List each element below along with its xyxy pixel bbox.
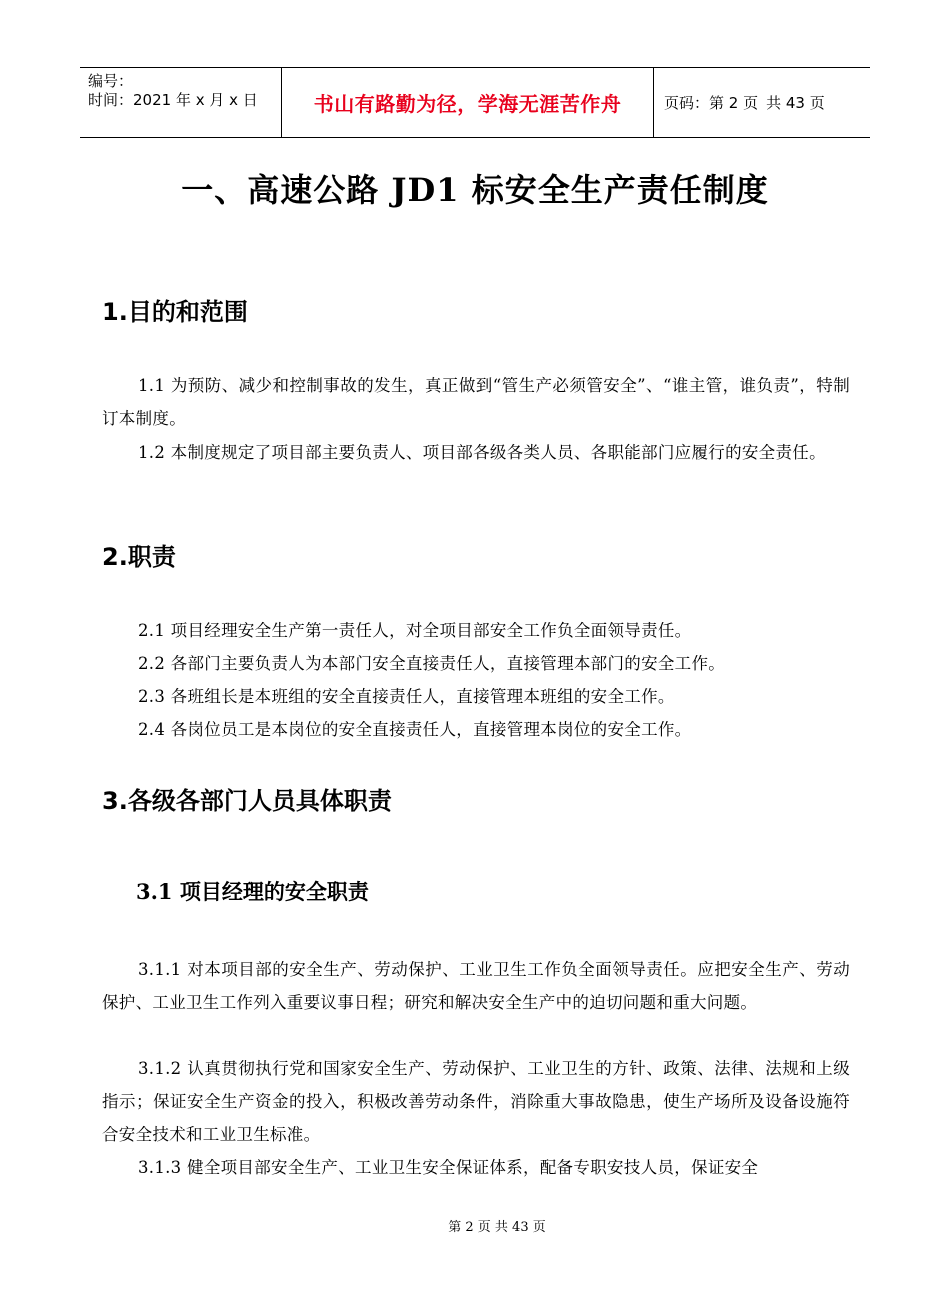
document-date-label: 时间：2021 年 x 月 x 日 [88,91,258,109]
header-motto: 书山有路勤为径，学海无涯苦作舟 [282,68,654,137]
document-title: 一、高速公路 JD1 标安全生产责任制度 [181,171,769,209]
paragraph-1-2: 1.2 本制度规定了项目部主要负责人、项目部各级各类人员、各职能部门应履行的安全责任。 [138,443,826,462]
page-footer: 第 2 页 共 43 页 [448,1220,546,1235]
paragraph-2-4: 2.4 各岗位员工是本岗位的安全直接责任人，直接管理本岗位的安全工作。 [138,720,692,739]
paragraph-3-1-2: 3.1.2 认真贯彻执行党和国家安全生产、劳动保护、工业卫生的方针、政策、法律、法规和上级指示；保证安全生产资金的投入，积极改善劳动条件，消除重大事故隐患，使生产场所及设备设施符合安全技术和工业卫生标准。 [102,1059,850,1144]
paragraph-2-1: 2.1 项目经理安全生产第一责任人，对全项目部安全工作负全面领导责任。 [138,621,692,640]
paragraph-2-2: 2.2 各部门主要负责人为本部门安全直接责任人，直接管理本部门的安全工作。 [138,654,726,673]
header-meta-cell [80,68,282,137]
header-page-cell [654,68,870,137]
document-number-label: 编号： [88,72,134,90]
header-total-pages: 共 43 页 [766,94,825,112]
paragraph-3-1-1: 3.1.1 对本项目部的安全生产、劳动保护、工业卫生工作负全面领导责任。应把安全生产、劳动保护、工业卫生工作列入重要议事日程；研究和解决安全生产中的迫切问题和重大问题。 [102,960,850,1012]
subsection-heading-3-1: 3.1 项目经理的安全职责 [136,879,369,904]
section-heading-1: 1.目的和范围 [102,298,248,326]
page-header [80,67,870,138]
paragraph-3-1-3: 3.1.3 健全项目部安全生产、工业卫生安全保证体系，配备专职安技人员，保证安全 [138,1158,759,1177]
paragraph-2-3: 2.3 各班组长是本班组的安全直接责任人，直接管理本班组的安全工作。 [138,687,675,706]
paragraph-1-1: 1.1 为预防、减少和控制事故的发生，真正做到“管生产必须管安全”、“谁主管，谁负责”，特制订本制度。 [102,376,850,428]
section-heading-3: 3.各级各部门人员具体职责 [102,787,392,815]
section-heading-2: 2.职责 [102,543,176,571]
header-page-number: 页码：第 2 页 [664,94,759,112]
